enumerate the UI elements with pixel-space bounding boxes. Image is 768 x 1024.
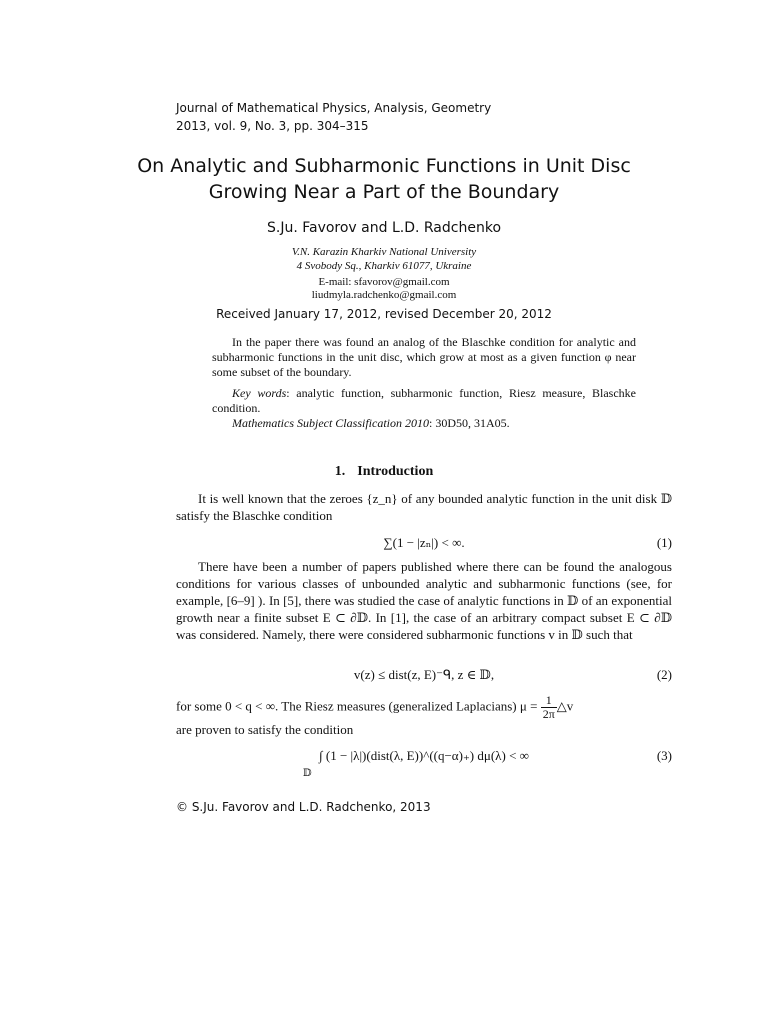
- keywords: [212, 386, 636, 416]
- equation-2-tag: (2): [656, 667, 672, 682]
- journal-name: Journal of Mathematical Physics, Analysis, Geometry: [176, 101, 492, 115]
- fraction-numerator: 1: [541, 694, 557, 708]
- paragraph-1-text: It is well known that the zeroes {z_n} of any bounded analytic function in the unit disk 𝔻 satisfy the Blaschke condition: [176, 491, 672, 523]
- equation-1-formula: ∑(1 − |zₙ|) < ∞.: [383, 535, 465, 550]
- equation-3-integral: ∫ (1 − |λ|)(dist(λ, E))^((q−α)₊) dμ(λ) < ∞: [319, 748, 529, 763]
- paper-authors: S.Ju. Favorov and L.D. Radchenko: [266, 220, 502, 236]
- email-line-1: E-mail: sfavorov@gmail.com: [318, 276, 450, 288]
- fraction-one-over-two-pi: [541, 694, 557, 721]
- equation-2-formula: v(z) ≤ dist(z, E)⁻ᑫ, z ∈ 𝔻,: [353, 667, 495, 682]
- paragraph-2-text: There have been a number of papers published where there can be found the analogous conditions for various classes of unbounded analytic and subharmonic functions (see, for example, [6–9] ). In [5], there was studied the case of analytic functions in 𝔻 of an exponential growth near a finite subset E ⊂ ∂𝔻. In [1], the case of an arbitrary compact subset E ⊂ ∂𝔻 was considered. Namely, there were considered subharmonic functions v in 𝔻 such that: [176, 559, 672, 642]
- equation-3-formula: [176, 748, 672, 764]
- msc-label: Mathematics Subject Classification 2010: [232, 416, 429, 430]
- equation-1-tag: (1): [656, 535, 672, 550]
- section-heading: [0, 464, 768, 480]
- author-emails: [0, 276, 768, 302]
- email-line-2: liudmyla.radchenko@gmail.com: [311, 289, 457, 301]
- equation-2: [176, 667, 672, 687]
- journal-header: [176, 99, 491, 135]
- paragraph-3-line-1: [176, 694, 672, 721]
- affiliation-line-2: 4 Svobody Sq., Kharkiv 61077, Ukraine: [296, 260, 472, 272]
- affiliation: [0, 245, 768, 273]
- keywords-label: Key words: [232, 386, 287, 400]
- paragraph-1: [176, 490, 672, 524]
- msc-codes: : 30D50, 31A05.: [428, 416, 510, 430]
- copyright-notice: © S.Ju. Favorov and L.D. Radchenko, 2013: [176, 800, 431, 814]
- paragraph-3-text-b: △v: [556, 698, 574, 714]
- keywords-list: : analytic function, subharmonic function, Riesz measure, Blaschke condition.: [212, 386, 636, 415]
- paragraph-3-line-2: are proven to satisfy the condition: [176, 722, 354, 737]
- paragraph-3: [176, 694, 672, 738]
- journal-issue: 2013, vol. 9, No. 3, pp. 304–315: [176, 119, 369, 133]
- equation-3-tag: (3): [656, 748, 672, 763]
- equation-3-domain: 𝔻: [303, 768, 312, 779]
- affiliation-line-1: V.N. Karazin Kharkiv National University: [291, 246, 477, 258]
- abstract: [212, 335, 636, 431]
- msc-classification: [212, 416, 636, 431]
- title-line-1: On Analytic and Subharmonic Functions in Unit Disc: [137, 155, 631, 177]
- equation-1: [176, 535, 672, 555]
- received-date: Received January 17, 2012, revised December 20, 2012: [216, 307, 552, 321]
- fraction-denominator: 2π: [542, 707, 555, 721]
- paper-title: [0, 153, 768, 205]
- title-line-2: Growing Near a Part of the Boundary: [208, 181, 560, 203]
- section-title: Introduction: [357, 464, 434, 479]
- paragraph-2: [176, 558, 672, 643]
- abstract-text: In the paper there was found an analog of the Blaschke condition for analytic and subharmonic functions in the unit disc, which grow at most as a given function φ near some subset of the boundary.: [212, 335, 636, 379]
- equation-3: [176, 748, 672, 782]
- paragraph-3-text-a: for some 0 < q < ∞. The Riesz measures (generalized Laplacians) μ =: [176, 698, 538, 714]
- section-number: 1.: [334, 464, 346, 479]
